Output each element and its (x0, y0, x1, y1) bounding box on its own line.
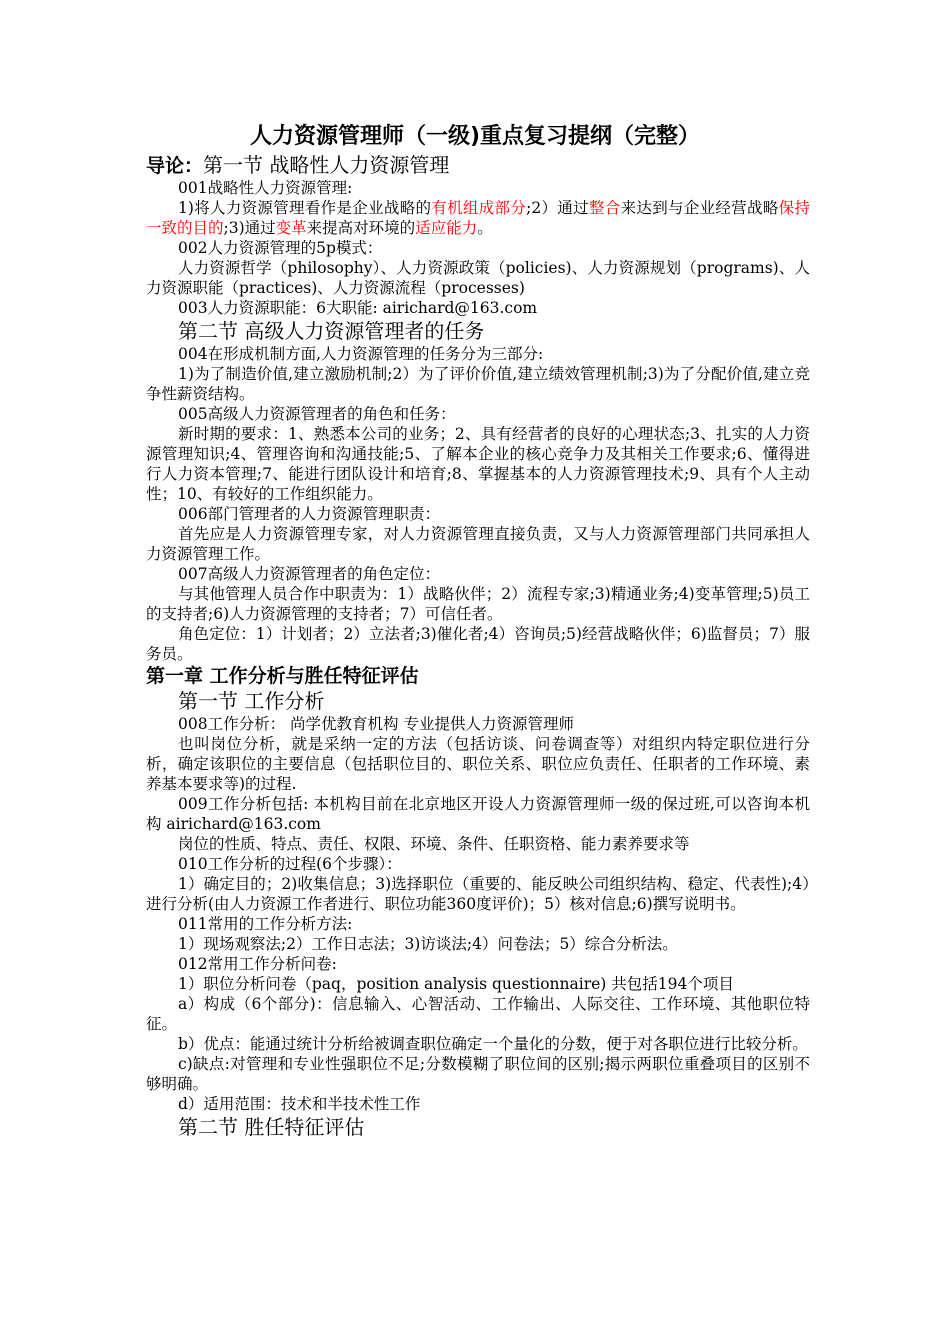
para-012-item-c: c)缺点:对管理和专业性强职位不足;分数模糊了职位间的区别;揭示两职位重叠项目的区别不够明确。 (146, 1055, 810, 1093)
chapter1-section2-heading: 第二节 胜任特征评估 (178, 1115, 365, 1139)
intro-section1-heading: 第一节 战略性人力资源管理 (203, 153, 450, 177)
para-009-body: 岗位的性质、特点、责任、权限、环境、条件、任职资格、能力素养要求等 (178, 835, 690, 853)
para-006-title: 006部门管理者的人力资源管理职责： (178, 505, 441, 523)
para-003: 003人力资源职能：6大职能: airichard@163.com (178, 299, 538, 317)
chapter1-heading: 第一章 工作分析与胜任特征评估 (146, 665, 419, 687)
para-006-body: 首先应是人力资源管理专家，对人力资源管理直接负责，又与人力资源管理部门共同承担人力资源管理工作。 (146, 525, 810, 563)
para-001-body (146, 198, 810, 238)
para-005-title: 005高级人力资源管理者的角色和任务： (178, 405, 456, 423)
document-title: 人力资源管理师（一级)重点复习提纲（完整） (249, 124, 701, 149)
para-007-body: 与其他管理人员合作中职责为：1）战略伙伴；2）流程专家;3)精通业务;4)变革管理;5)员工的支持者;6)人力资源管理的支持者；7）可信任者。 (146, 585, 810, 623)
para-007-title: 007高级人力资源管理者的角色定位： (178, 565, 441, 583)
para-004-title: 004在形成机制方面,人力资源管理的任务分为三部分: (178, 345, 544, 363)
para-012-item-d: d）适用范围：技术和半技术性工作 (178, 1095, 421, 1113)
para-007-role: 角色定位：1）计划者；2）立法者;3)催化者;4）咨询员;5)经营战略伙伴；6)监督员；7）服务员。 (146, 625, 810, 663)
para-011-title: 011常用的工作分析方法: (178, 915, 353, 933)
para-012-item-1: 1）职位分析问卷（paq，position analysis questionnaire) 共包括194个项目 (178, 975, 734, 993)
para-004-body: 1)为了制造价值,建立激励机制;2）为了评价价值,建立绩效管理机制;3)为了分配价值,建立竞争性薪资结构。 (146, 365, 810, 403)
para-008-title: 008工作分析： 尚学优教育机构 专业提供人力资源管理师 (178, 715, 574, 733)
text-run: 。 (477, 219, 493, 237)
para-002-title: 002人力资源管理的5p模式： (178, 239, 383, 257)
text-run: 1)将人力资源管理看作是企业战略的 (178, 199, 432, 217)
para-009-title: 009工作分析包括: 本机构目前在北京地区开设人力资源管理师一级的保过班,可以咨询本机构 airichard@163.com (146, 795, 810, 833)
text-run: ;3)通过 (223, 219, 276, 237)
highlight-text: 有机组成部分 (431, 199, 527, 217)
para-005-body: 新时期的要求：1、熟悉本公司的业务；2、具有经营者的良好的心理状态;3、扎实的人力资源管理知识;4、管理咨询和沟通技能;5、了解本企业的核心竞争力及其相关工作要求;6、懂得进行人力资本管理;7、能进行团队设计和培育;8、掌握基本的人力资源管理技术;9、具有个人主动性；10、有较好的工作组织能力。 (146, 425, 810, 503)
para-008-body: 也叫岗位分析，就是采纳一定的方法（包括访谈、问卷调查等）对组织内特定职位进行分析，确定该职位的主要信息（包括职位目的、职位关系、职位应负责任、任职者的工作环境、素养基本要求等)的过程. (146, 735, 810, 793)
chapter1-section1-heading: 第一节 工作分析 (178, 689, 325, 713)
para-010-body: 1）确定目的；2)收集信息；3)选择职位（重要的、能反映公司组织结构、稳定、代表性);4）进行分析(由人力资源工作者进行、职位功能360度评价)；5）核对信息;6)撰写说明书。 (146, 875, 810, 913)
intro-section2-heading: 第二节 高级人力资源管理者的任务 (178, 319, 485, 343)
para-001-title: 001战略性人力资源管理: (178, 179, 353, 197)
para-010-title: 010工作分析的过程(6个步骤）： (178, 855, 402, 873)
text-run: 来达到与企业经营战略 (620, 199, 779, 217)
para-012-item-b: b）优点：能通过统计分析给被调查职位确定一个量化的分数，便于对各职位进行比较分析。 (178, 1035, 808, 1053)
intro-heading-bold: 导论： (146, 155, 204, 177)
highlight-text: 变革 (275, 219, 307, 237)
intro-heading (146, 153, 810, 178)
para-011-body: 1）现场观察法;2）工作日志法；3)访谈法;4）问卷法；5）综合分析法。 (178, 935, 678, 953)
document-body (146, 153, 810, 1140)
highlight-text: 保持一致的目的 (146, 199, 810, 237)
highlight-text: 整合 (588, 199, 621, 217)
text-run: ;2）通过 (526, 199, 589, 217)
highlight-text: 适应能力 (415, 219, 478, 237)
text-run: 来提高对环境的 (306, 219, 416, 237)
para-002-body: 人力资源哲学（philosophy）、人力资源政策（policies)、人力资源规划（programs)、人力资源职能（practices)、人力资源流程（processes) (146, 259, 810, 297)
para-012-item-a: a）构成（6个部分)：信息输入、心智活动、工作输出、人际交往、工作环境、其他职位特征。 (146, 995, 810, 1033)
para-012-title: 012常用工作分析问卷: (178, 955, 337, 973)
